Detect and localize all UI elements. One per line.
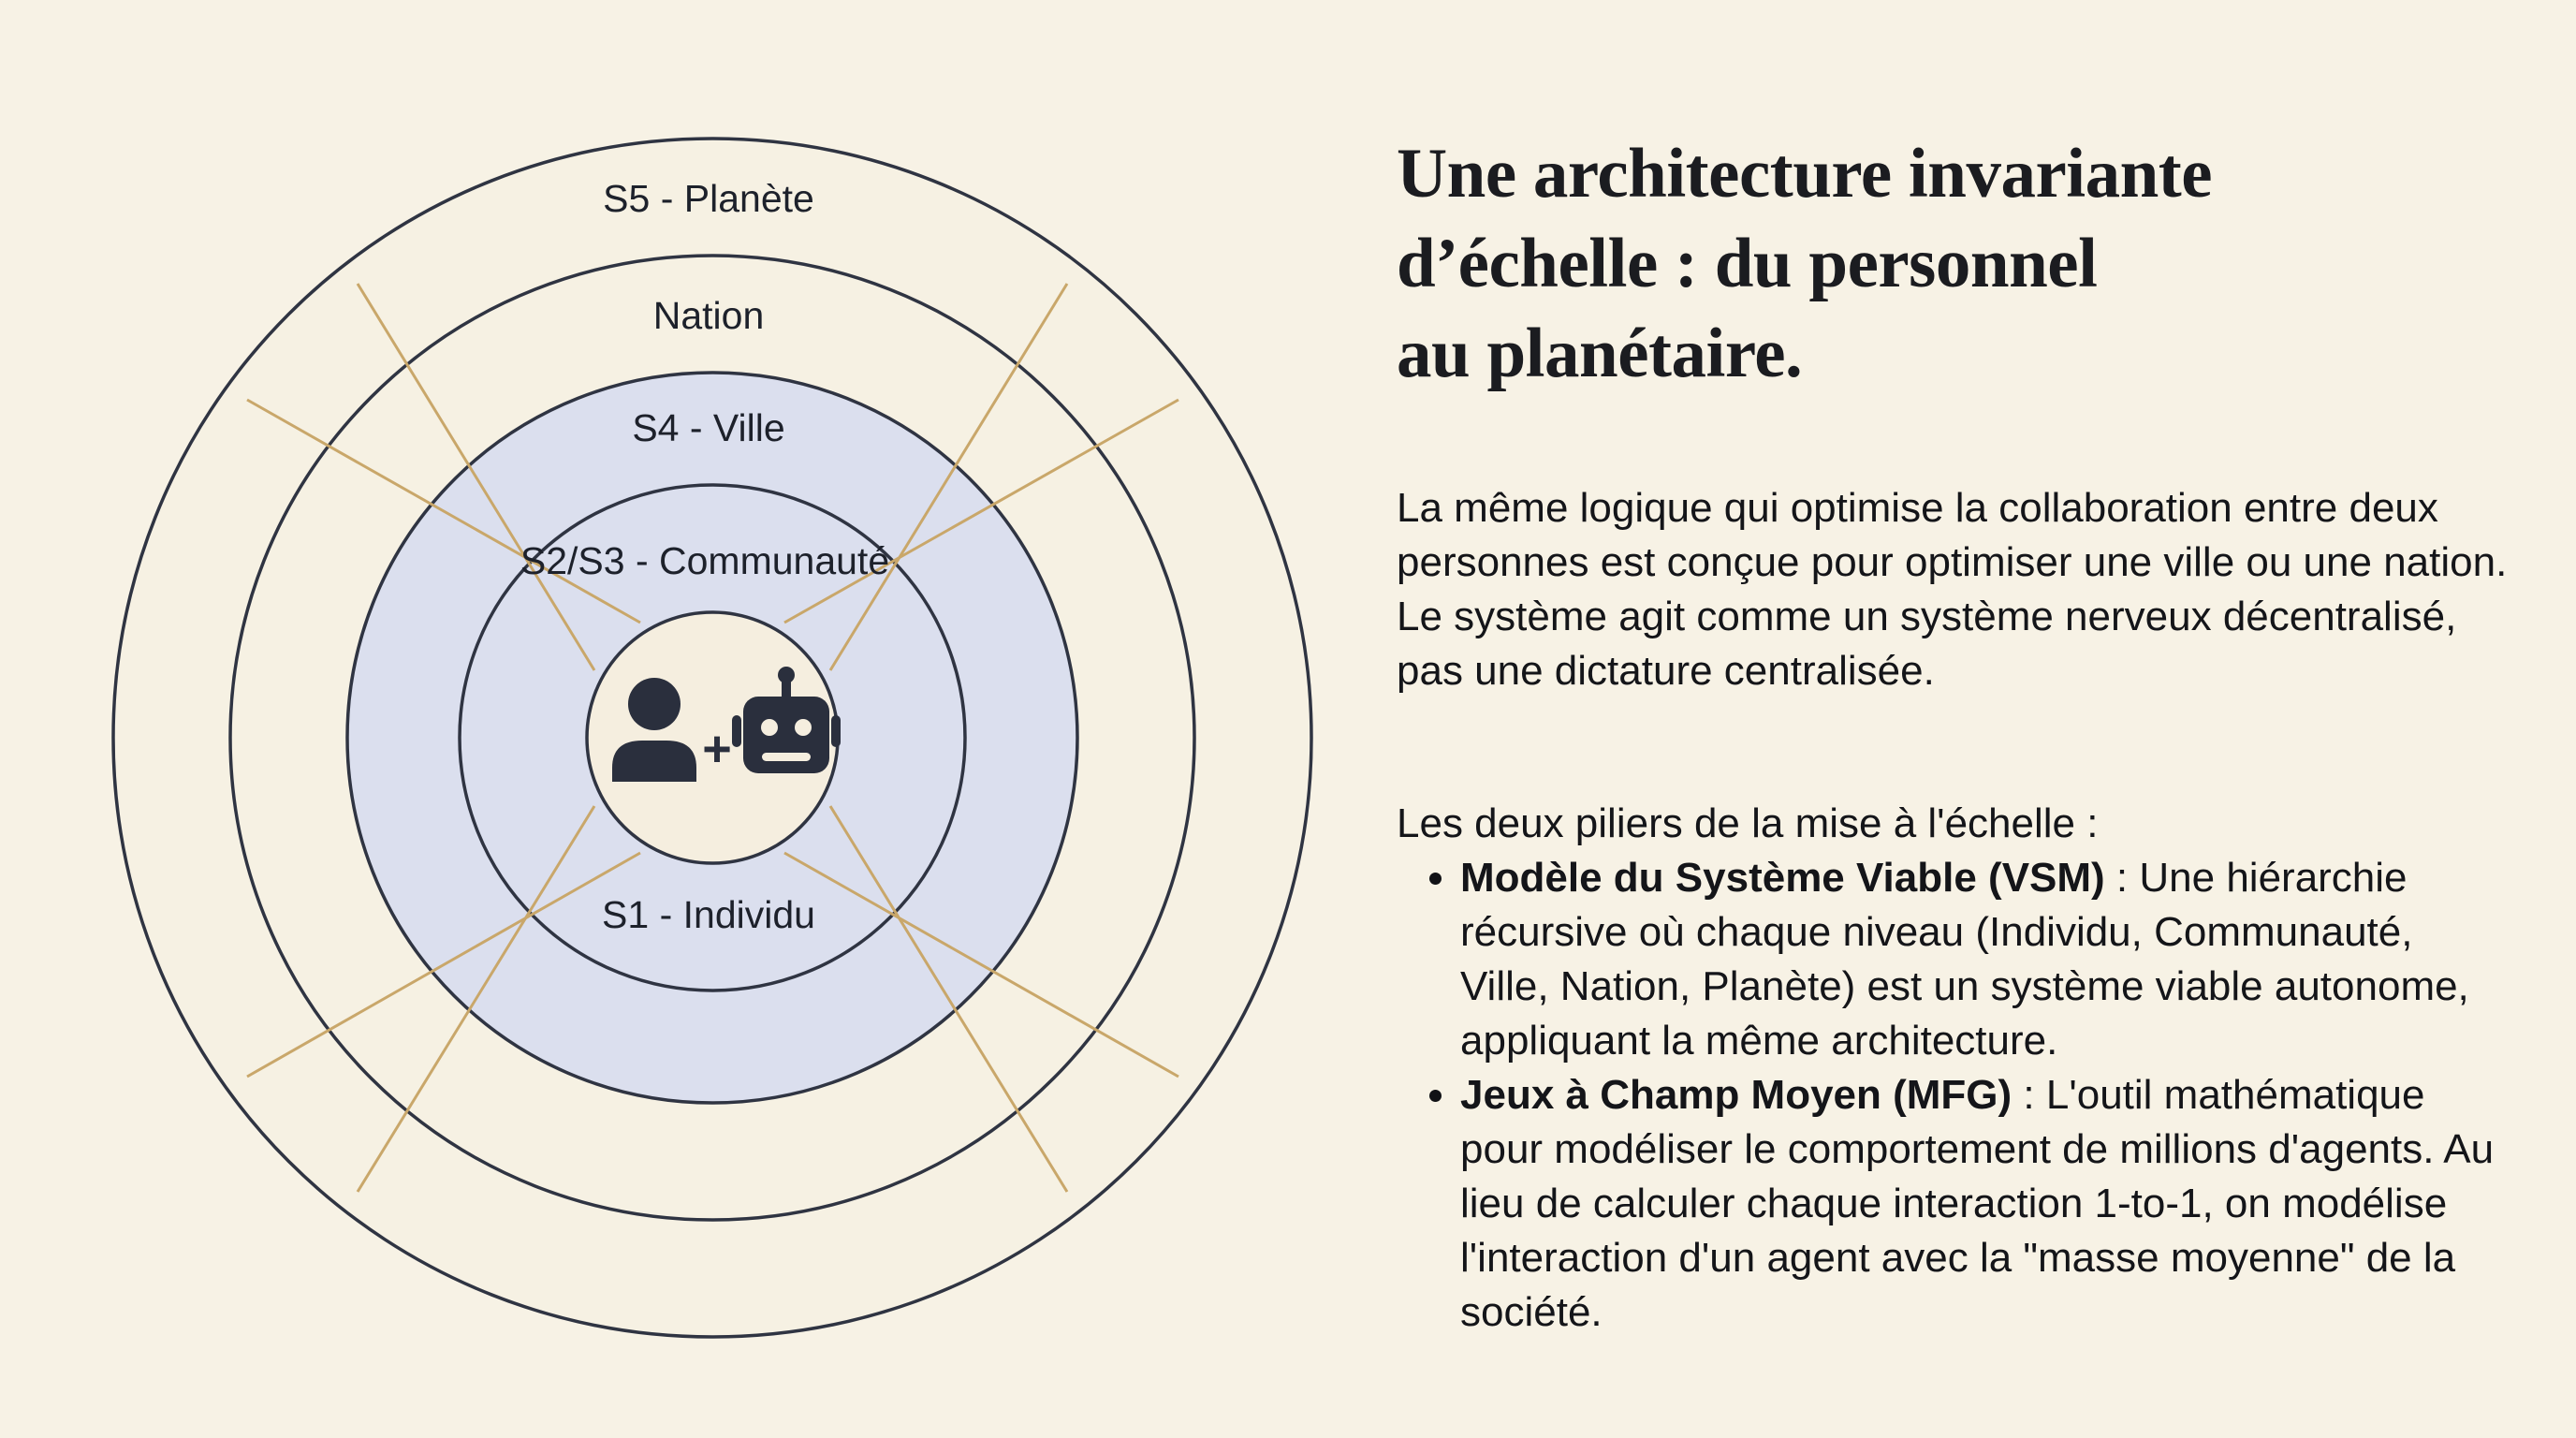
label-s4-ville: S4 - Ville xyxy=(632,406,785,449)
pillar-vsm-lead: Modèle du Système Viable (VSM) xyxy=(1460,855,2105,901)
label-s2s3-communaute: S2/S3 - Communauté xyxy=(520,539,890,582)
label-s5-planete: S5 - Planète xyxy=(603,177,814,220)
page-title-line: au planétaire. xyxy=(1397,315,1803,392)
page-title-line: Une architecture invariante xyxy=(1397,135,2213,213)
pillar-mfg-text: : L'outil mathématique pour modéliser le comportement de millions d'agents. Au lieu de calculer chaque interaction 1-to-1, on modélise l'interaction d'un agent avec la "masse moyenne" de la société. xyxy=(1460,1072,2495,1335)
intro-paragraph: La même logique qui optimise la collaboration entre deux personnes est conçue pour optimiser une ville ou une nation. Le système agit comme un système nerveux décentralisé, pas une dictature centralisée. xyxy=(1397,485,2508,694)
label-s1-individu: S1 - Individu xyxy=(602,893,815,936)
pillar-vsm-text: : Une hiérarchie récursive où chaque niveau (Individu, Communauté, Ville, Nation, Planète) est un système viable autonome, appliquant la même architecture. xyxy=(1460,855,2469,1064)
pillar-item-mfg xyxy=(1460,1068,2510,1340)
plus-sign: + xyxy=(702,721,732,777)
text-column xyxy=(1397,129,2510,1340)
pillars-heading: Les deux piliers de la mise à l'échelle : xyxy=(1397,800,2099,846)
pillar-item-vsm xyxy=(1460,851,2510,1068)
page-title-line: d’échelle : du personnel xyxy=(1397,225,2098,302)
label-nation: Nation xyxy=(652,294,765,337)
page-title xyxy=(1397,129,2510,399)
pillar-list xyxy=(1397,851,2510,1340)
pillar-mfg-lead: Jeux à Champ Moyen (MFG) xyxy=(1460,1072,2012,1118)
